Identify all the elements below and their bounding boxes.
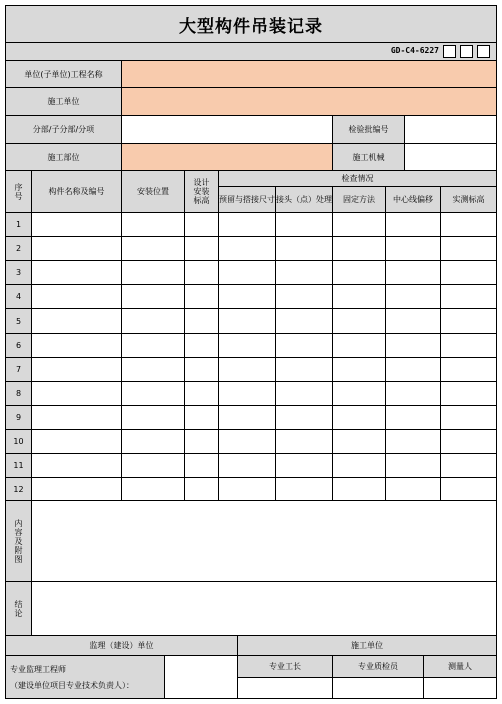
row-centerline-field[interactable] xyxy=(385,453,441,478)
row-name-field[interactable] xyxy=(31,308,122,334)
col-embed-size: 预留与搭接尺寸 xyxy=(218,186,276,213)
row-joint-field[interactable] xyxy=(275,453,333,478)
col-seq: 序号 xyxy=(5,170,32,213)
location-label: 施工部位 xyxy=(5,143,122,171)
row-measured-elev-field[interactable] xyxy=(440,333,497,358)
subdivision-label: 分部/子分部/分项 xyxy=(5,115,122,144)
contractor-label: 施工单位 xyxy=(5,87,122,116)
row-measured-elev-field[interactable] xyxy=(440,477,497,502)
row-design-elev-field[interactable] xyxy=(184,357,219,382)
row-centerline-field[interactable] xyxy=(385,477,441,502)
row-seq: 5 xyxy=(5,308,32,334)
row-name-field[interactable] xyxy=(31,260,122,285)
row-measured-elev-field[interactable] xyxy=(440,381,497,406)
row-fix-method-field[interactable] xyxy=(332,333,386,358)
row-centerline-field[interactable] xyxy=(385,357,441,382)
machinery-field[interactable] xyxy=(404,143,497,171)
row-measured-elev-field[interactable] xyxy=(440,308,497,334)
row-centerline-field[interactable] xyxy=(385,381,441,406)
row-install-pos-field[interactable] xyxy=(121,308,185,334)
row-design-elev-field[interactable] xyxy=(184,236,219,261)
row-embed-size-field[interactable] xyxy=(218,357,276,382)
row-design-elev-field[interactable] xyxy=(184,405,219,430)
row-design-elev-field[interactable] xyxy=(184,333,219,358)
row-seq: 1 xyxy=(5,212,32,237)
batch-field[interactable] xyxy=(404,115,497,144)
col-name: 构件名称及编号 xyxy=(31,170,122,213)
row-fix-method-field[interactable] xyxy=(332,429,386,454)
form-code: GD-C4-6227 xyxy=(390,46,439,55)
row-name-field[interactable] xyxy=(31,284,122,309)
foreman-label: 专业工长 xyxy=(237,655,333,678)
notes-label: 内容及附图 xyxy=(5,500,32,582)
row-measured-elev-field[interactable] xyxy=(440,284,497,309)
row-seq: 12 xyxy=(5,477,32,502)
row-name-field[interactable] xyxy=(31,429,122,454)
row-design-elev-field[interactable] xyxy=(184,477,219,502)
contractor-field[interactable] xyxy=(121,87,497,116)
row-install-pos-field[interactable] xyxy=(121,429,185,454)
row-design-elev-field[interactable] xyxy=(184,260,219,285)
row-design-elev-field[interactable] xyxy=(184,308,219,334)
row-seq: 4 xyxy=(5,284,32,309)
row-design-elev-field[interactable] xyxy=(184,284,219,309)
supervisor-signoff-label xyxy=(5,655,165,699)
row-embed-size-field[interactable] xyxy=(218,308,276,334)
row-measured-elev-field[interactable] xyxy=(440,453,497,478)
code-box-3[interactable] xyxy=(477,45,490,58)
row-joint-field[interactable] xyxy=(275,477,333,502)
row-centerline-field[interactable] xyxy=(385,405,441,430)
form-code-row xyxy=(5,43,497,60)
row-embed-size-field[interactable] xyxy=(218,405,276,430)
row-install-pos-field[interactable] xyxy=(121,260,185,285)
notes-field[interactable] xyxy=(31,500,497,582)
row-centerline-field[interactable] xyxy=(385,284,441,309)
supervision-unit-label: 监理（建设）单位 xyxy=(5,635,238,656)
row-joint-field[interactable] xyxy=(275,308,333,334)
row-design-elev-field[interactable] xyxy=(184,381,219,406)
row-measured-elev-field[interactable] xyxy=(440,236,497,261)
surveyor-label: 测量人 xyxy=(423,655,497,678)
row-fix-method-field[interactable] xyxy=(332,308,386,334)
row-centerline-field[interactable] xyxy=(385,260,441,285)
row-name-field[interactable] xyxy=(31,477,122,502)
col-joint: 接头（点）处理 xyxy=(275,186,333,213)
row-seq: 11 xyxy=(5,453,32,478)
supervisor-line-2: （建设单位项目专业技术负责人）： xyxy=(10,680,134,690)
row-joint-field[interactable] xyxy=(275,333,333,358)
construction-unit-label: 施工单位 xyxy=(237,635,497,656)
col-centerline: 中心线偏移 xyxy=(385,186,441,213)
subdivision-field[interactable] xyxy=(121,115,333,144)
row-fix-method-field[interactable] xyxy=(332,477,386,502)
code-box-2[interactable] xyxy=(460,45,473,58)
row-embed-size-field[interactable] xyxy=(218,381,276,406)
col-design-elev: 设计安装标高 xyxy=(184,170,219,213)
row-name-field[interactable] xyxy=(31,333,122,358)
row-centerline-field[interactable] xyxy=(385,333,441,358)
col-inspection: 检查情况 xyxy=(218,170,497,187)
form-title: 大型构件吊装记录 xyxy=(5,5,497,43)
row-embed-size-field[interactable] xyxy=(218,429,276,454)
row-seq: 8 xyxy=(5,381,32,406)
row-name-field[interactable] xyxy=(31,453,122,478)
row-joint-field[interactable] xyxy=(275,357,333,382)
row-joint-field[interactable] xyxy=(275,236,333,261)
col-install-pos: 安装位置 xyxy=(121,170,185,213)
row-install-pos-field[interactable] xyxy=(121,236,185,261)
row-seq: 7 xyxy=(5,357,32,382)
conclusion-field[interactable] xyxy=(31,581,497,636)
row-embed-size-field[interactable] xyxy=(218,333,276,358)
surveyor-signature-field[interactable] xyxy=(423,677,497,699)
row-install-pos-field[interactable] xyxy=(121,212,185,237)
row-name-field[interactable] xyxy=(31,212,122,237)
row-install-pos-field[interactable] xyxy=(121,357,185,382)
row-measured-elev-field[interactable] xyxy=(440,405,497,430)
supervisor-line-1: 专业监理工程师 xyxy=(10,664,66,674)
row-fix-method-field[interactable] xyxy=(332,381,386,406)
col-measured-elev: 实测标高 xyxy=(440,186,497,213)
row-install-pos-field[interactable] xyxy=(121,333,185,358)
row-joint-field[interactable] xyxy=(275,260,333,285)
machinery-label: 施工机械 xyxy=(332,143,405,171)
batch-label: 检验批编号 xyxy=(332,115,405,144)
row-joint-field[interactable] xyxy=(275,381,333,406)
code-box-1[interactable] xyxy=(443,45,456,58)
row-install-pos-field[interactable] xyxy=(121,284,185,309)
row-name-field[interactable] xyxy=(31,236,122,261)
row-centerline-field[interactable] xyxy=(385,236,441,261)
row-measured-elev-field[interactable] xyxy=(440,212,497,237)
row-design-elev-field[interactable] xyxy=(184,453,219,478)
row-embed-size-field[interactable] xyxy=(218,236,276,261)
row-fix-method-field[interactable] xyxy=(332,236,386,261)
project-name-label: 单位(子单位)工程名称 xyxy=(5,60,122,88)
row-seq: 10 xyxy=(5,429,32,454)
foreman-signature-field[interactable] xyxy=(237,677,333,699)
row-embed-size-field[interactable] xyxy=(218,453,276,478)
row-joint-field[interactable] xyxy=(275,212,333,237)
row-measured-elev-field[interactable] xyxy=(440,260,497,285)
row-measured-elev-field[interactable] xyxy=(440,357,497,382)
row-name-field[interactable] xyxy=(31,381,122,406)
row-fix-method-field[interactable] xyxy=(332,284,386,309)
row-fix-method-field[interactable] xyxy=(332,212,386,237)
row-centerline-field[interactable] xyxy=(385,429,441,454)
row-fix-method-field[interactable] xyxy=(332,453,386,478)
row-embed-size-field[interactable] xyxy=(218,260,276,285)
row-fix-method-field[interactable] xyxy=(332,357,386,382)
col-fix-method: 固定方法 xyxy=(332,186,386,213)
row-name-field[interactable] xyxy=(31,357,122,382)
row-centerline-field[interactable] xyxy=(385,212,441,237)
row-centerline-field[interactable] xyxy=(385,308,441,334)
supervisor-signature-field[interactable] xyxy=(164,655,238,699)
row-joint-field[interactable] xyxy=(275,284,333,309)
row-embed-size-field[interactable] xyxy=(218,212,276,237)
row-joint-field[interactable] xyxy=(275,429,333,454)
row-joint-field[interactable] xyxy=(275,405,333,430)
row-embed-size-field[interactable] xyxy=(218,477,276,502)
inspector-label: 专业质检员 xyxy=(332,655,424,678)
project-name-field[interactable] xyxy=(121,60,497,88)
row-seq: 2 xyxy=(5,236,32,261)
row-install-pos-field[interactable] xyxy=(121,381,185,406)
row-install-pos-field[interactable] xyxy=(121,453,185,478)
row-seq: 9 xyxy=(5,405,32,430)
row-design-elev-field[interactable] xyxy=(184,429,219,454)
inspector-signature-field[interactable] xyxy=(332,677,424,699)
location-field[interactable] xyxy=(121,143,333,171)
conclusion-label: 结论 xyxy=(5,581,32,636)
row-fix-method-field[interactable] xyxy=(332,405,386,430)
row-name-field[interactable] xyxy=(31,405,122,430)
row-seq: 6 xyxy=(5,333,32,358)
row-install-pos-field[interactable] xyxy=(121,405,185,430)
row-embed-size-field[interactable] xyxy=(218,284,276,309)
row-fix-method-field[interactable] xyxy=(332,260,386,285)
row-design-elev-field[interactable] xyxy=(184,212,219,237)
row-seq: 3 xyxy=(5,260,32,285)
row-measured-elev-field[interactable] xyxy=(440,429,497,454)
row-install-pos-field[interactable] xyxy=(121,477,185,502)
